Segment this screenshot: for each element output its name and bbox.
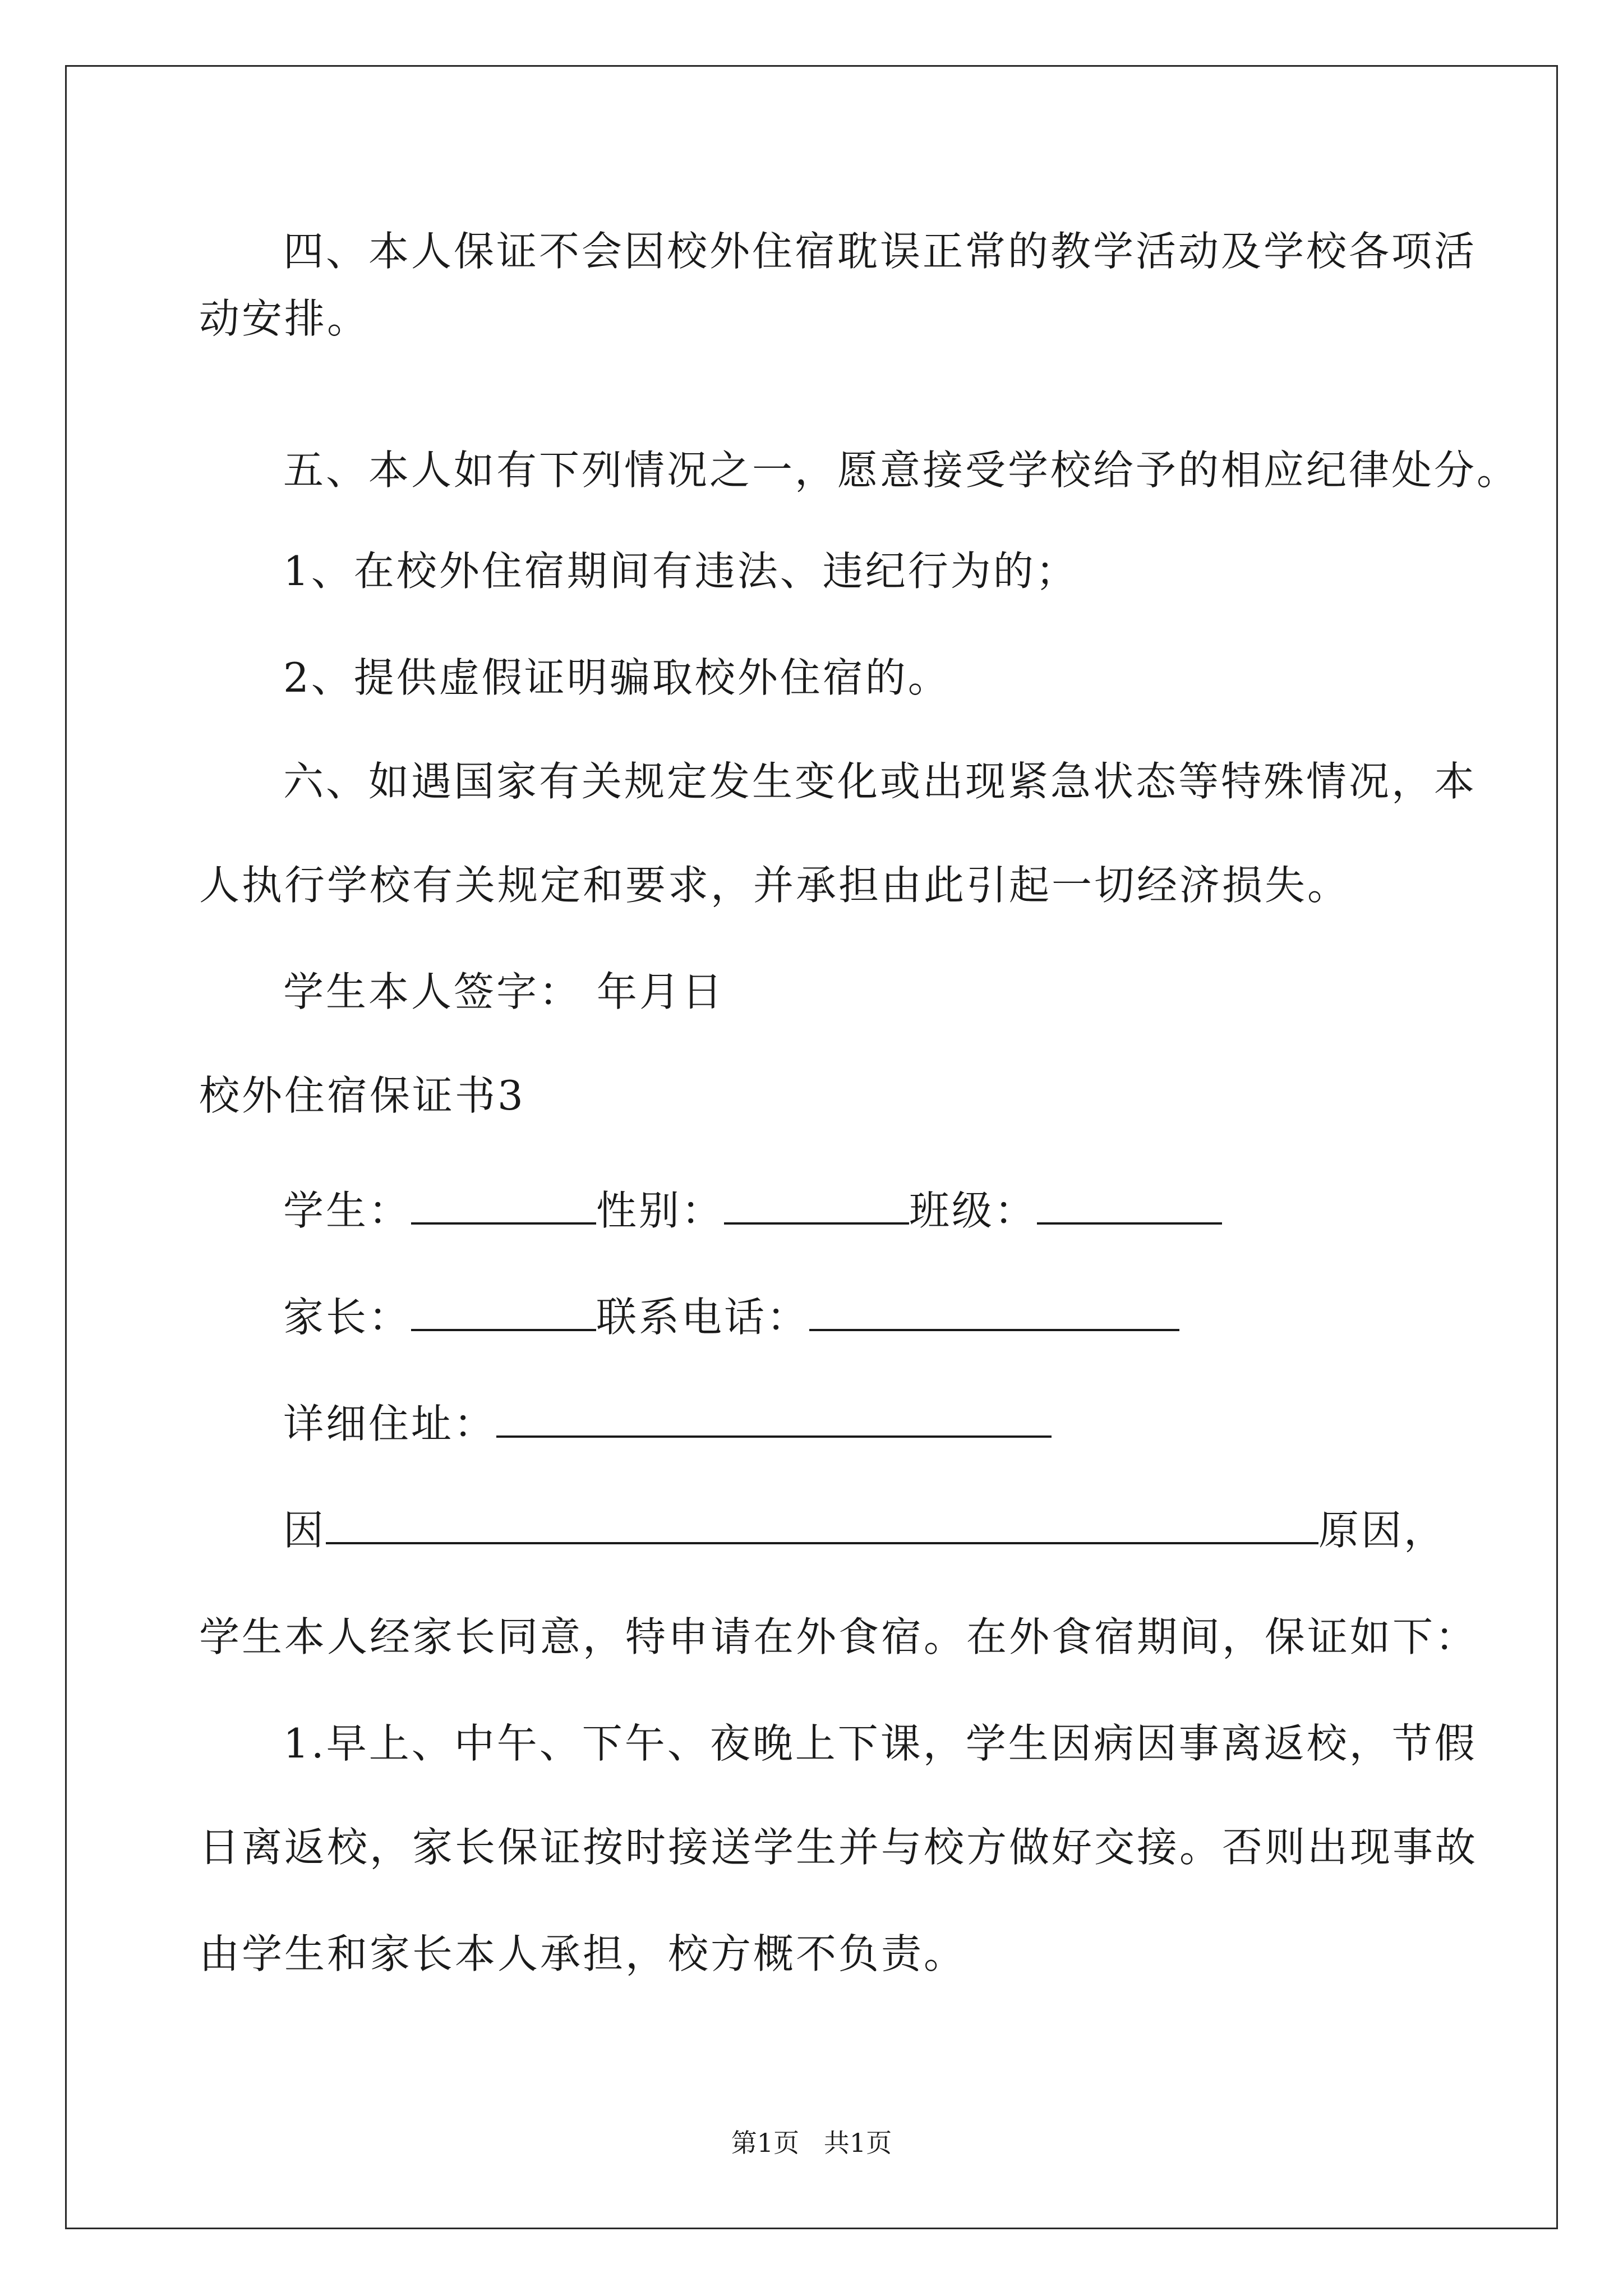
- student-label: 学生：: [283, 1187, 412, 1234]
- class-label: 班级：: [909, 1187, 1038, 1234]
- clause-5-item-2: 2、提供虚假证明骗取校外住宿的。: [283, 654, 951, 701]
- page-footer: 第1页 共1页: [731, 2128, 892, 2158]
- phone-field[interactable]: [809, 1295, 1179, 1331]
- gender-field[interactable]: [724, 1189, 909, 1225]
- form-row-address: [283, 1397, 1052, 1451]
- guarantee-1-line-1: 1.早上、中午、下午、夜晚上下课，学生因病因事离返校，节假: [283, 1720, 1477, 1767]
- section-title: 校外住宿保证书3: [199, 1072, 525, 1119]
- form-row-student: [283, 1184, 1222, 1237]
- clause-4-line-1: 四、本人保证不会因校外住宿耽误正常的教学活动及学校各项活: [283, 228, 1477, 275]
- clause-6-line-1: 六、如遇国家有关规定发生变化或出现紧急状态等特殊情况，本: [283, 758, 1477, 805]
- clause-4-line-2: 动安排。: [199, 295, 370, 342]
- form-row-reason: [283, 1503, 1446, 1557]
- gender-label: 性别：: [596, 1187, 725, 1234]
- page-border: [65, 65, 1558, 2229]
- class-field[interactable]: [1037, 1189, 1222, 1225]
- reason-prefix: 因: [283, 1507, 326, 1554]
- clause-5: 五、本人如有下列情况之一，愿意接受学校给予的相应纪律处分。: [283, 447, 1520, 494]
- student-field[interactable]: [411, 1189, 596, 1225]
- signature-line: 学生本人签字： 年月日: [283, 968, 725, 1015]
- address-field[interactable]: [496, 1402, 1052, 1438]
- parent-label: 家长：: [283, 1294, 412, 1341]
- form-row-parent: [283, 1290, 1179, 1344]
- parent-field[interactable]: [411, 1295, 596, 1331]
- guarantee-1-line-3: 由学生和家长本人承担，校方概不负责。: [199, 1930, 967, 1977]
- guarantee-1-line-2: 日离返校，家长保证按时接送学生并与校方做好交接。否则出现事故: [199, 1824, 1478, 1871]
- phone-label: 联系电话：: [596, 1294, 810, 1341]
- application-statement: 学生本人经家长同意，特申请在外食宿。在外食宿期间，保证如下：: [199, 1613, 1478, 1660]
- clause-6-line-2: 人执行学校有关规定和要求，并承担由此引起一切经济损失。: [199, 862, 1350, 909]
- reason-suffix: 原因，: [1318, 1507, 1447, 1554]
- reason-field[interactable]: [326, 1508, 1318, 1544]
- clause-5-item-1: 1、在校外住宿期间有违法、违纪行为的；: [283, 547, 1078, 595]
- address-label: 详细住址：: [283, 1400, 497, 1447]
